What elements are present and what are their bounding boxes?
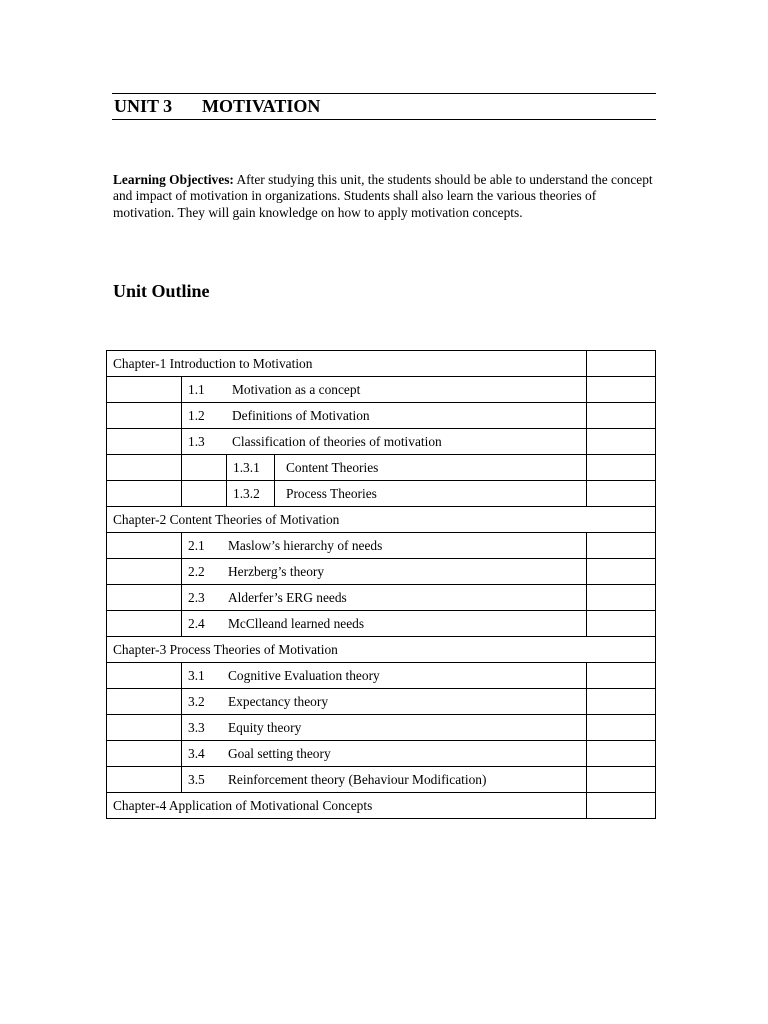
indent-cell [107,559,182,585]
chapter-title: Chapter-1 Introduction to Motivation [107,351,587,377]
section-cell [182,767,587,793]
page-cell [587,429,656,455]
page-cell [587,403,656,429]
subsection-title: Process Theories [275,481,587,507]
section-cell [182,377,587,403]
section-title: Maslow’s hierarchy of needs [228,537,383,553]
unit-header [112,93,656,120]
indent-cell [107,689,182,715]
subsection-title: Content Theories [275,455,587,481]
indent-cell [107,715,182,741]
section-title: Definitions of Motivation [232,407,370,423]
indent-cell [182,455,227,481]
section-row [107,715,656,741]
chapter-title: Chapter-2 Content Theories of Motivation [107,507,656,533]
chapter-row [107,793,656,819]
section-title: Reinforcement theory (Behaviour Modification) [228,771,487,787]
indent-cell [107,455,182,481]
unit-number: UNIT 3 [114,96,173,116]
page-cell [587,585,656,611]
section-row [107,585,656,611]
page-cell [587,689,656,715]
section-title: Motivation as a concept [232,381,361,397]
section-cell [182,429,587,455]
section-row [107,767,656,793]
section-cell [182,403,587,429]
indent-cell [182,481,227,507]
subsection-number: 1.3.1 [227,455,275,481]
indent-cell [107,585,182,611]
page-cell [587,559,656,585]
section-title: Alderfer’s ERG needs [228,589,347,605]
section-title: Goal setting theory [228,745,331,761]
section-cell [182,559,587,585]
section-cell [182,689,587,715]
section-cell [182,585,587,611]
page-cell [587,611,656,637]
chapter-row [107,637,656,663]
section-row [107,611,656,637]
learning-objectives-label: Learning Objectives: [113,172,234,187]
indent-cell [107,481,182,507]
page-cell [587,481,656,507]
chapter-row [107,351,656,377]
section-title: McClleand learned needs [228,615,365,631]
section-cell [182,741,587,767]
unit-title: MOTIVATION [202,96,321,116]
section-row [107,533,656,559]
section-number: 2.2 [188,563,205,579]
indent-cell [107,741,182,767]
section-number: 2.4 [188,615,205,631]
chapter-row [107,507,656,533]
learning-objectives [113,172,658,221]
page-cell [587,793,656,819]
page-cell [587,377,656,403]
section-cell [182,663,587,689]
chapter-title: Chapter-3 Process Theories of Motivation [107,637,656,663]
subsection-row [107,455,656,481]
section-row [107,377,656,403]
section-row [107,403,656,429]
indent-cell [107,663,182,689]
section-cell [182,715,587,741]
section-row [107,429,656,455]
page-cell [587,741,656,767]
section-row [107,559,656,585]
section-row [107,741,656,767]
section-title: Equity theory [228,719,302,735]
section-number: 3.5 [188,771,205,787]
unit-outline-table [106,350,656,819]
section-number: 1.2 [188,407,205,423]
indent-cell [107,377,182,403]
section-number: 3.2 [188,693,205,709]
section-title: Expectancy theory [228,693,329,709]
page-cell [587,767,656,793]
section-row [107,663,656,689]
page-cell [587,663,656,689]
subsection-number: 1.3.2 [227,481,275,507]
indent-cell [107,403,182,429]
subsection-row [107,481,656,507]
section-number: 2.3 [188,589,205,605]
section-number: 1.3 [188,433,205,449]
indent-cell [107,429,182,455]
section-number: 3.1 [188,667,205,683]
indent-cell [107,611,182,637]
section-row [107,689,656,715]
section-title: Cognitive Evaluation theory [228,667,380,683]
section-title: Herzberg’s theory [228,563,325,579]
page-cell [587,455,656,481]
page-cell [587,715,656,741]
learning-objectives-text: After studying this unit, the students should be able to understand the concept and impact of motivation in organizations. Students shall also learn the various theories of motivation. They will gain knowledge on how to apply motivation concepts. [113,172,653,220]
chapter-title: Chapter-4 Application of Motivational Concepts [107,793,587,819]
section-number: 1.1 [188,381,205,397]
section-number: 3.3 [188,719,205,735]
section-cell [182,533,587,559]
page-cell [587,533,656,559]
section-number: 3.4 [188,745,205,761]
indent-cell [107,533,182,559]
unit-outline-title: Unit Outline [113,281,210,301]
section-cell [182,611,587,637]
page-cell [587,351,656,377]
indent-cell [107,767,182,793]
section-title: Classification of theories of motivation [232,433,442,449]
section-number: 2.1 [188,537,205,553]
